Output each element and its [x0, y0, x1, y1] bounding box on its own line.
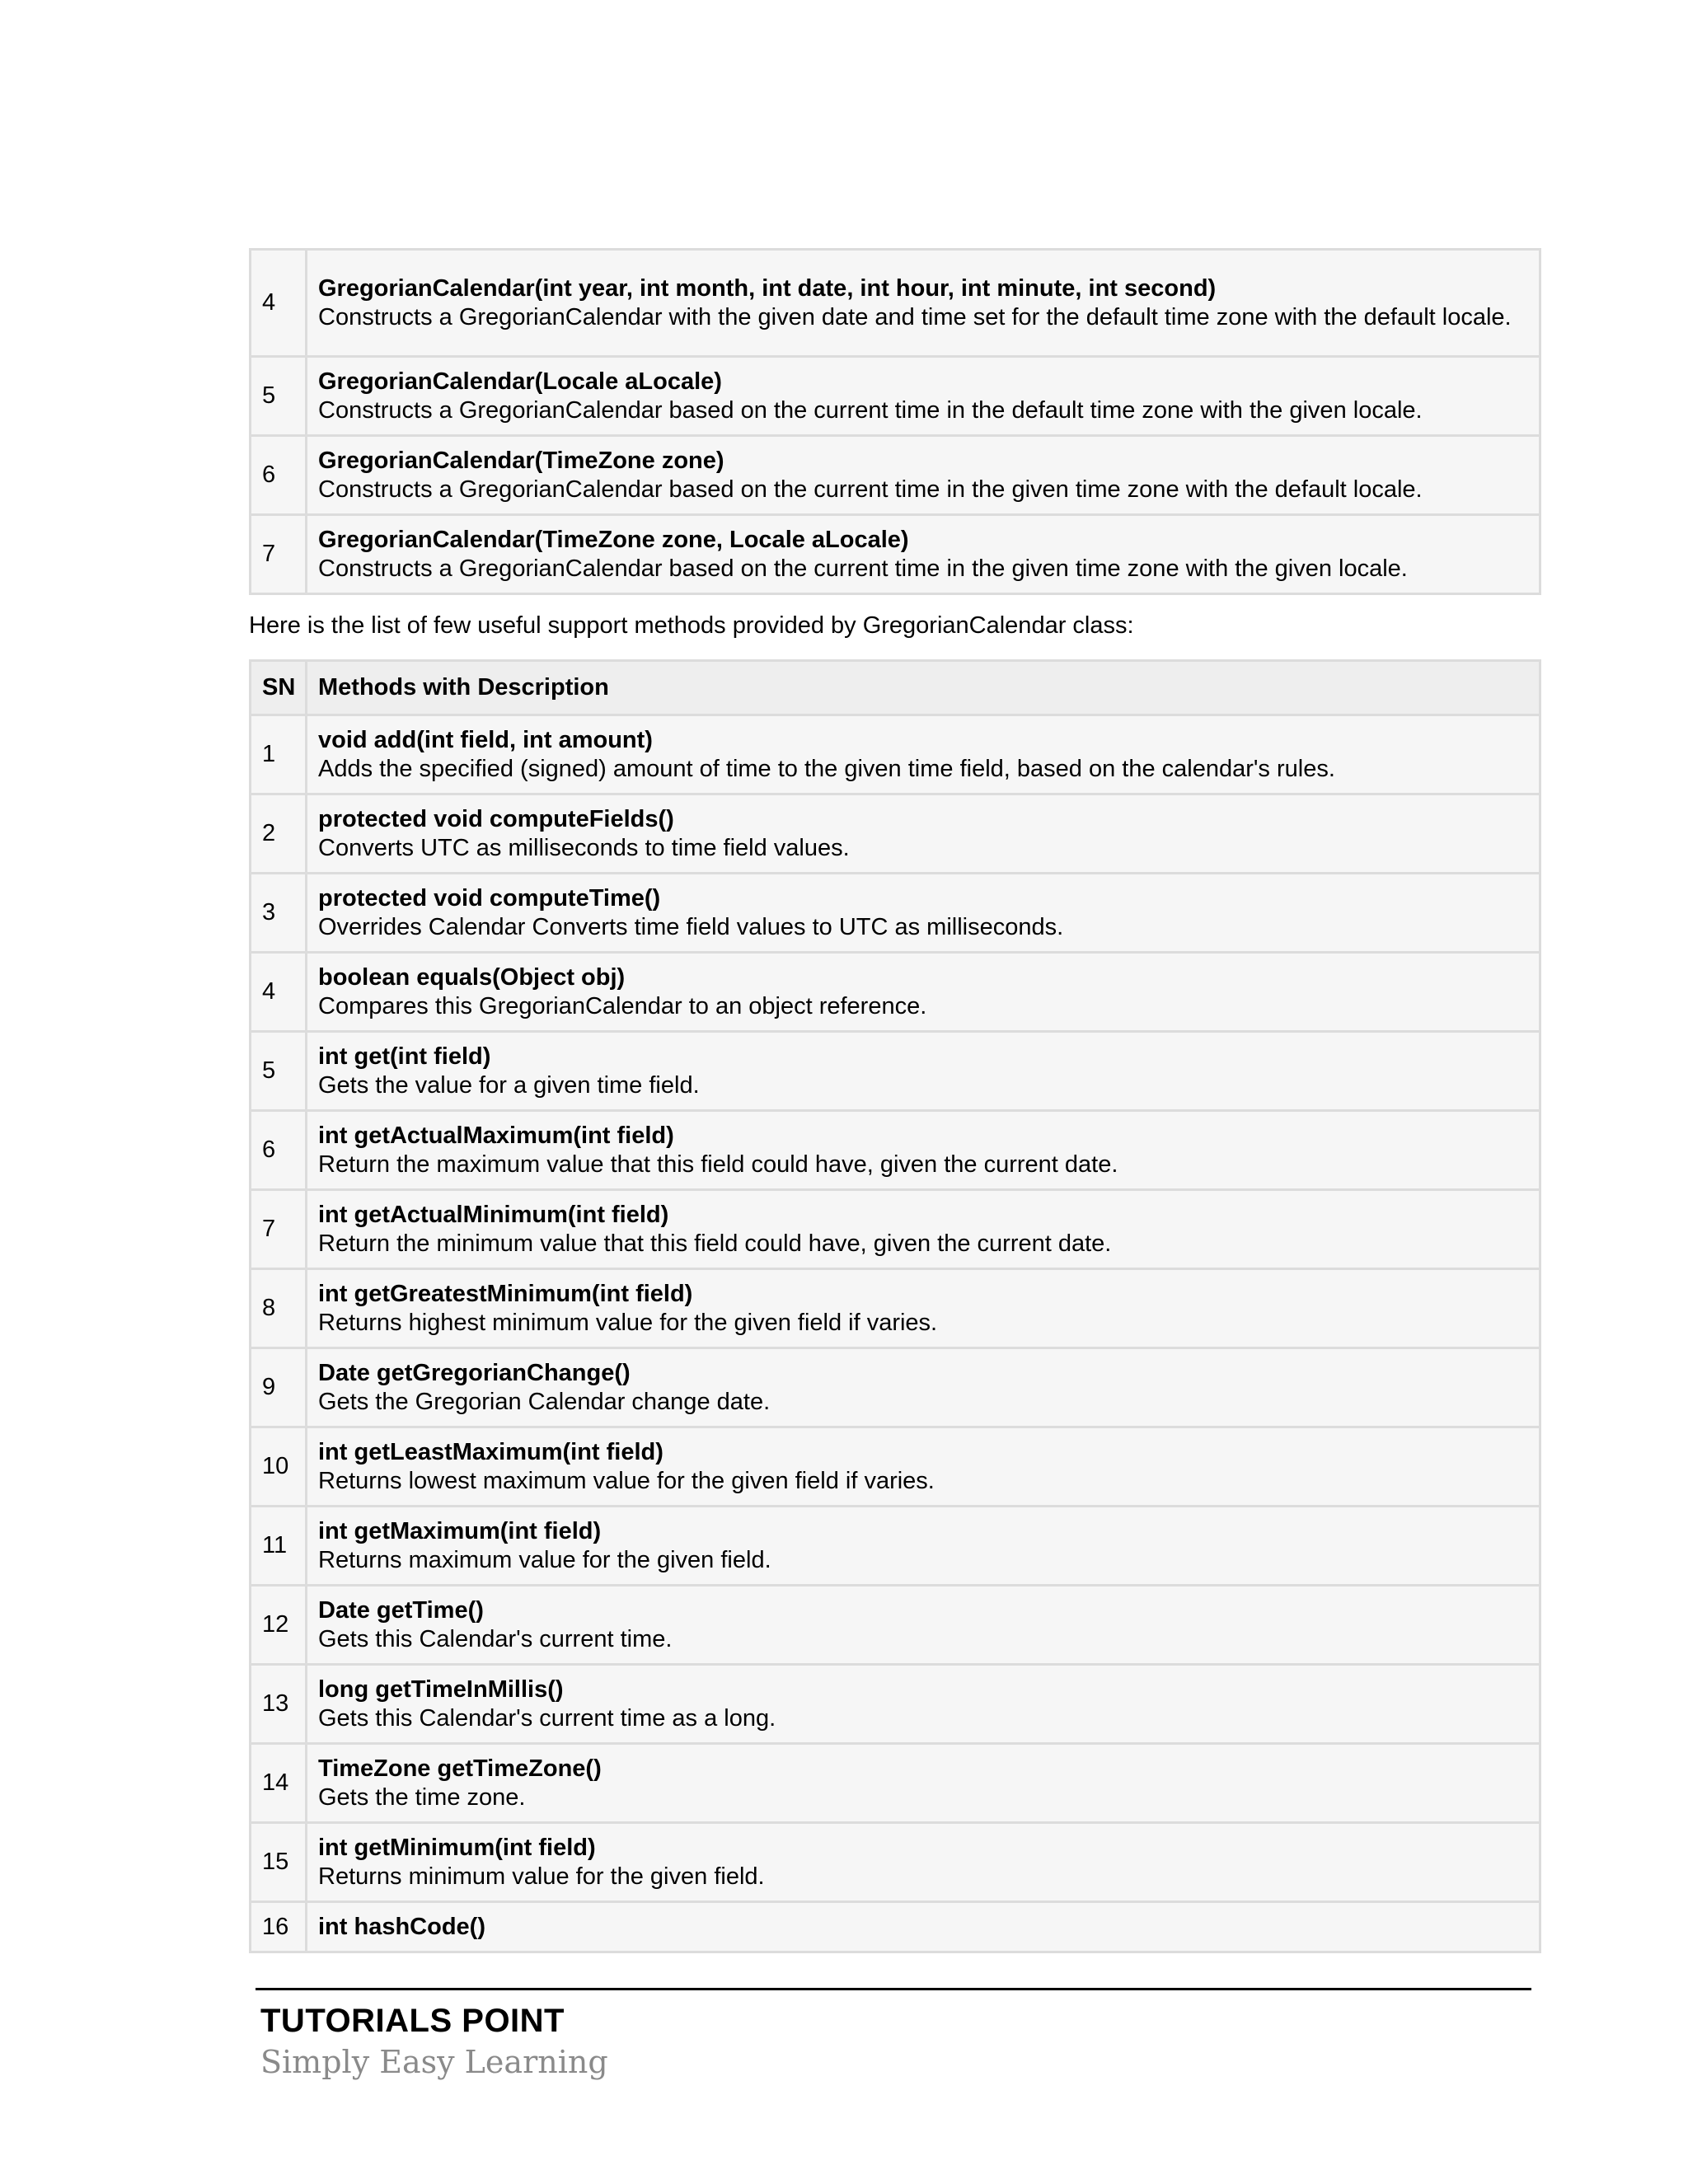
table-row [251, 953, 1540, 1032]
description-cell [307, 1269, 1540, 1348]
table-row [251, 515, 1540, 594]
constructors-table [249, 248, 1541, 595]
method-signature: int getActualMaximum(int field) [318, 1122, 674, 1149]
description-cell [307, 1902, 1540, 1952]
document-content [249, 248, 1541, 1953]
method-signature: long getTimeInMillis() [318, 1675, 564, 1703]
table-row [251, 436, 1540, 515]
description-cell [307, 515, 1540, 594]
method-description: Gets this Calendar's current time as a long. [318, 1704, 776, 1732]
method-signature: int getLeastMaximum(int field) [318, 1438, 663, 1465]
sn-cell: 15 [251, 1823, 307, 1902]
sn-cell: 7 [251, 1190, 307, 1269]
method-signature: protected void computeTime() [318, 884, 661, 912]
description-cell [307, 715, 1540, 794]
sn-cell: 14 [251, 1744, 307, 1823]
description-cell [307, 953, 1540, 1032]
description-cell [307, 436, 1540, 515]
method-signature: boolean equals(Object obj) [318, 963, 626, 991]
method-description: Returns highest minimum value for the given field if varies. [318, 1309, 938, 1336]
table-row [251, 1111, 1540, 1190]
method-description: Gets the value for a given time field. [318, 1071, 700, 1099]
table-row [251, 1269, 1540, 1348]
method-signature: Date getGregorianChange() [318, 1359, 631, 1386]
description-cell [307, 1348, 1540, 1427]
method-signature: GregorianCalendar(TimeZone zone) [318, 447, 724, 474]
sn-cell: 4 [251, 250, 307, 357]
sn-cell: 10 [251, 1427, 307, 1507]
table-row [251, 250, 1540, 357]
description-cell [307, 1586, 1540, 1665]
table-row [251, 794, 1540, 874]
description-cell [307, 1111, 1540, 1190]
method-description: Constructs a GregorianCalendar based on the current time in the given time zone with the given locale. [318, 555, 1408, 582]
method-signature: int getActualMinimum(int field) [318, 1201, 669, 1228]
method-signature: GregorianCalendar(Locale aLocale) [318, 368, 722, 395]
table-row [251, 1032, 1540, 1111]
method-signature: GregorianCalendar(int year, int month, int date, int hour, int minute, int second) [318, 275, 1217, 302]
method-signature: int getMaximum(int field) [318, 1517, 602, 1544]
method-description: Returns lowest maximum value for the given field if varies. [318, 1467, 935, 1494]
footer-brand: TUTORIALS POINT [260, 2003, 565, 2039]
intro-paragraph: Here is the list of few useful support methods provided by GregorianCalendar class: [249, 612, 1134, 639]
table-row [251, 1902, 1540, 1952]
method-description: Compares this GregorianCalendar to an object reference. [318, 992, 927, 1019]
method-description: Adds the specified (signed) amount of time to the given time field, based on the calendar's rules. [318, 755, 1335, 782]
table-row [251, 1190, 1540, 1269]
table-row [251, 1744, 1540, 1823]
header-sn: SN [251, 661, 307, 715]
table-row [251, 1823, 1540, 1902]
method-description: Constructs a GregorianCalendar with the given date and time set for the default time zone with the default locale. [318, 304, 1512, 330]
footer-tagline: Simply Easy Learning [260, 2044, 608, 2080]
method-signature: int getGreatestMinimum(int field) [318, 1280, 693, 1307]
method-description: Gets the time zone. [318, 1783, 526, 1811]
sn-cell: 1 [251, 715, 307, 794]
table-row [251, 1348, 1540, 1427]
method-signature: int get(int field) [318, 1043, 491, 1070]
method-description: Returns maximum value for the given field. [318, 1546, 771, 1573]
method-signature: Date getTime() [318, 1596, 484, 1624]
table-row [251, 874, 1540, 953]
footer-divider [256, 1988, 1531, 1990]
method-description: Overrides Calendar Converts time field values to UTC as milliseconds. [318, 913, 1064, 940]
method-signature: protected void computeFields() [318, 805, 674, 832]
description-cell [307, 1032, 1540, 1111]
method-description: Return the maximum value that this field could have, given the current date. [318, 1151, 1118, 1178]
sn-cell: 7 [251, 515, 307, 594]
table-row [251, 357, 1540, 436]
sn-cell: 12 [251, 1586, 307, 1665]
method-signature: int getMinimum(int field) [318, 1834, 596, 1861]
table-header-row [251, 661, 1540, 715]
method-description: Constructs a GregorianCalendar based on the current time in the default time zone with the given locale. [318, 396, 1423, 424]
description-cell [307, 1427, 1540, 1507]
sn-cell: 6 [251, 1111, 307, 1190]
method-signature: void add(int field, int amount) [318, 726, 653, 753]
description-cell [307, 874, 1540, 953]
description-cell [307, 1507, 1540, 1586]
table-row [251, 1507, 1540, 1586]
method-description: Constructs a GregorianCalendar based on the current time in the given time zone with the default locale. [318, 476, 1423, 503]
sn-cell: 8 [251, 1269, 307, 1348]
method-description: Return the minimum value that this field could have, given the current date. [318, 1230, 1112, 1257]
method-signature: GregorianCalendar(TimeZone zone, Locale aLocale) [318, 526, 909, 553]
sn-cell: 6 [251, 436, 307, 515]
method-description: Returns minimum value for the given field. [318, 1863, 765, 1890]
table-row [251, 1427, 1540, 1507]
description-cell [307, 250, 1540, 357]
methods-table [249, 659, 1541, 1953]
table-row [251, 1586, 1540, 1665]
table-row [251, 715, 1540, 794]
description-cell [307, 1665, 1540, 1744]
method-description: Gets the Gregorian Calendar change date. [318, 1388, 771, 1415]
sn-cell: 3 [251, 874, 307, 953]
sn-cell: 4 [251, 953, 307, 1032]
sn-cell: 5 [251, 1032, 307, 1111]
sn-cell: 16 [251, 1902, 307, 1952]
table-row [251, 1665, 1540, 1744]
header-methods: Methods with Description [307, 661, 1540, 715]
description-cell [307, 1190, 1540, 1269]
sn-cell: 5 [251, 357, 307, 436]
description-cell [307, 1823, 1540, 1902]
method-signature: TimeZone getTimeZone() [318, 1755, 602, 1782]
sn-cell: 11 [251, 1507, 307, 1586]
description-cell [307, 794, 1540, 874]
sn-cell: 9 [251, 1348, 307, 1427]
method-description: Converts UTC as milliseconds to time field values. [318, 834, 850, 861]
method-description: Gets this Calendar's current time. [318, 1625, 673, 1652]
method-signature: int hashCode() [318, 1913, 485, 1940]
sn-cell: 2 [251, 794, 307, 874]
description-cell [307, 357, 1540, 436]
sn-cell: 13 [251, 1665, 307, 1744]
description-cell [307, 1744, 1540, 1823]
